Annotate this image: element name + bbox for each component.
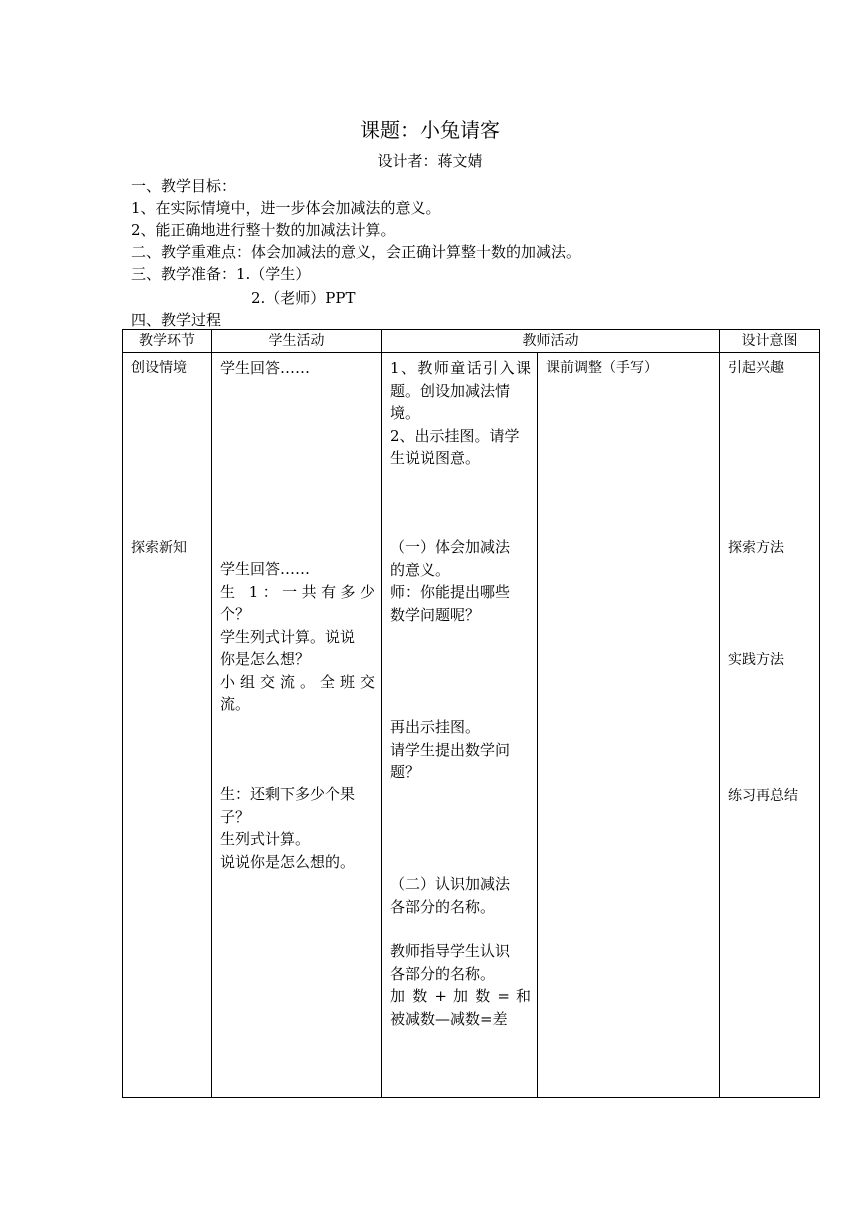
student-activity-line: 子？ bbox=[220, 807, 251, 826]
design-intent-item: 引起兴趣 bbox=[728, 360, 784, 376]
teacher-activity-group bbox=[390, 357, 531, 470]
stage-item: 探索新知 bbox=[131, 540, 187, 556]
teacher-activity-line: 请学生提出数学问 bbox=[390, 740, 511, 759]
teacher-activity-group bbox=[390, 536, 531, 626]
teacher-activity-line: 1、教师童话引入课 bbox=[390, 359, 531, 377]
teacher-activity-line: 各部分的名称。 bbox=[390, 897, 496, 916]
objectives-heading: 一、教学目标： bbox=[131, 177, 237, 195]
student-activity-line: 生 1：一共有多少 bbox=[220, 582, 375, 601]
teacher-activity-line: 境。 bbox=[390, 404, 421, 422]
objective-1: 1、在实际情境中，进一步体会加减法的意义。 bbox=[131, 199, 441, 217]
student-activity-line: 生：还剩下多少个果 bbox=[220, 785, 356, 803]
header-stage: 教学环节 bbox=[123, 330, 212, 353]
design-intent-cell bbox=[720, 353, 820, 1098]
teacher-activity-line: 题？ bbox=[390, 763, 421, 781]
key-points: 二、教学重难点：体会加减法的意义，会正确计算整十数的加减法。 bbox=[131, 243, 582, 261]
preparation-1: 三、教学准备：1.（学生） bbox=[131, 265, 311, 283]
teacher-activity-line: （一）体会加减法 bbox=[390, 538, 511, 556]
table-header-row bbox=[123, 330, 820, 353]
teacher-activity-line: 生说说图意。 bbox=[390, 449, 481, 467]
stage-item: 创设情境 bbox=[131, 360, 187, 376]
objective-2: 2、能正确地进行整十数的加减法计算。 bbox=[131, 221, 396, 239]
teacher-activity-line: 题。创设加减法情 bbox=[390, 381, 511, 400]
teacher-activity-line: 师：你能提出哪些 bbox=[390, 583, 511, 601]
stage-cell bbox=[123, 353, 212, 1098]
student-activity-line: 学生列式计算。说说 bbox=[220, 627, 356, 646]
header-design-intent: 设计意图 bbox=[720, 330, 820, 353]
student-activity-cell bbox=[212, 353, 382, 1098]
preparation-2: 2.（老师）PPT bbox=[251, 289, 356, 307]
teacher-activity-line: 各部分的名称。 bbox=[390, 964, 496, 983]
teacher-note: 课前调整（手写） bbox=[546, 360, 658, 376]
teacher-activity-line: （二）认识加减法 bbox=[390, 875, 511, 893]
teacher-activity-line: 数学问题呢？ bbox=[390, 605, 481, 624]
lesson-process-table bbox=[122, 329, 820, 1098]
header-student-activity: 学生活动 bbox=[212, 330, 382, 353]
student-activity-line: 你是怎么想？ bbox=[220, 650, 311, 668]
process-heading: 四、教学过程 bbox=[131, 311, 222, 329]
design-intent-item: 实践方法 bbox=[728, 652, 784, 668]
student-activity-line: 流。 bbox=[220, 695, 251, 713]
teacher-activity-line: 被减数—减数=差 bbox=[390, 1009, 508, 1028]
designer-line: 设计者：蒋文婧 bbox=[377, 152, 483, 170]
teacher-activity-cell bbox=[382, 353, 538, 1098]
teacher-activity-group bbox=[390, 873, 531, 918]
teacher-activity-line: 教师指导学生认识 bbox=[390, 942, 511, 960]
header-teacher-activity: 教师活动 bbox=[382, 330, 720, 353]
student-activity-line: 生列式计算。 bbox=[220, 830, 311, 848]
design-intent-item: 练习再总结 bbox=[728, 788, 798, 804]
teacher-activity-line: 加 数 + 加 数 = 和 bbox=[390, 987, 531, 1005]
teacher-activity-line: 2、出示挂图。请学 bbox=[390, 426, 520, 445]
student-activity-group bbox=[220, 558, 375, 716]
student-activity-group bbox=[220, 783, 375, 873]
teacher-activity-line: 再出示挂图。 bbox=[390, 718, 481, 736]
student-activity-line: 个？ bbox=[220, 605, 251, 623]
student-activity-item: 学生回答…… bbox=[220, 359, 311, 377]
teacher-note-cell bbox=[538, 353, 720, 1098]
student-activity-line: 说说你是怎么想的。 bbox=[220, 852, 356, 871]
table-row bbox=[123, 353, 820, 1098]
teacher-activity-group bbox=[390, 940, 531, 1030]
student-activity-line: 小组交流。全班交 bbox=[220, 672, 375, 691]
lesson-title: 课题：小兔请客 bbox=[360, 118, 500, 142]
student-activity-line: 学生回答…… bbox=[220, 560, 311, 578]
teacher-activity-group bbox=[390, 716, 531, 784]
design-intent-item: 探索方法 bbox=[728, 540, 784, 556]
teacher-activity-line: 的意义。 bbox=[390, 560, 451, 579]
